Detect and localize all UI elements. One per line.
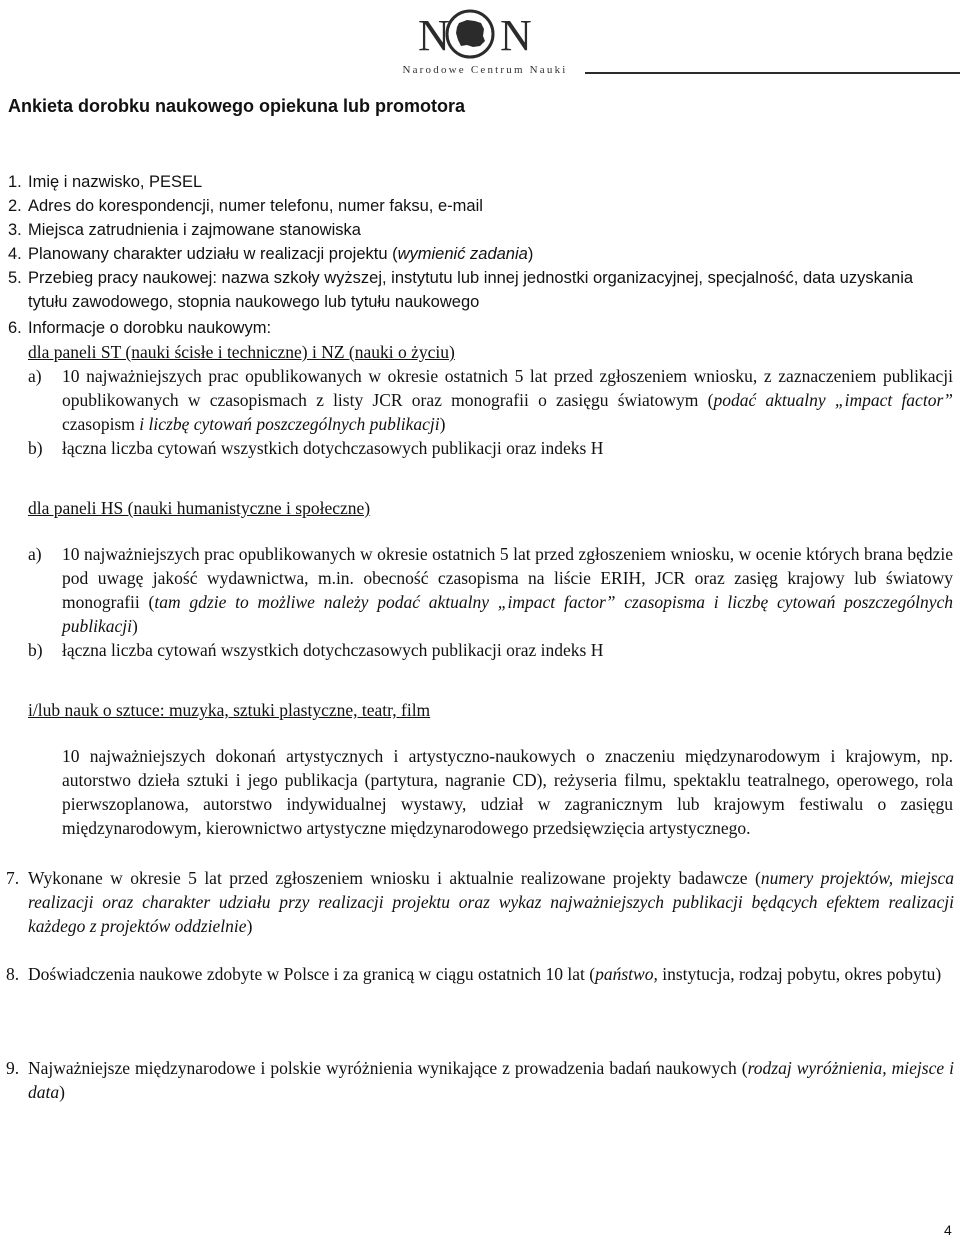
art-section [28,698,953,840]
item-9: 9. Najważniejsze międzynarodowe i polskie wyróżnienia wynikające z prowadzenia badań naukowych (rodzaj wyróżnienia, miejsce i data) [6,1058,954,1102]
hs-section [28,496,953,662]
page-header [0,0,960,82]
list-item: 4. Planowany charakter udziału w realizacji projektu (wymienić zadania) [8,245,534,263]
item-8: 8. Doświadczenia naukowe zdobyte w Polsce i za granicą w ciągu ostatnich 10 lat (państwo, instytucja, rodzaj pobytu, okres pobytu) [6,964,942,984]
logo-subtitle: Narodowe Centrum Nauki [402,64,568,76]
list-item: 3. Miejsca zatrudnienia i zajmowane stanowiska [8,221,361,239]
ncn-logo [392,6,580,78]
hs-heading: dla paneli HS (nauki humanistyczne i społeczne) [28,498,371,518]
poland-map-icon [445,9,495,59]
page-number: 4 [944,1222,952,1238]
item-6: 6. Informacje o dorobku naukowym: [8,319,272,337]
hs-a: a) 10 najważniejszych prac opublikowanych w okresie ostatnich 5 lat przed zgłoszeniem wniosku, w ocenie których brana będzie pod uwagę jakość wydawnictwa, m.in. obecność czasopisma na liście ERIH, JCR oraz zasięg krajowy lub światowy monografii (tam gdzie to możliwe należy podać aktualny „impact factor” czasopisma i liczbę cytowań poszczególnych publikacji) [28,544,954,636]
art-heading: i/lub nauk o sztuce: muzyka, sztuki plastyczne, teatr, film [28,700,431,720]
list-item: 1. Imię i nazwisko, PESEL [8,173,203,191]
st-a: a) 10 najważniejszych prac opublikowanych w okresie ostatnich 5 lat przed zgłoszeniem wniosku, z zaznaczeniem publikacji opublikowanych w czasopismach z listy JCR oraz monografii o zasięgu światowym (podać aktualny „impact factor” czasopism i liczbę cytowań poszczególnych publikacji) [28,366,953,434]
items-1-5 [8,170,953,314]
item-7: 7. Wykonane w okresie 5 lat przed zgłoszeniem wniosku i aktualnie realizowane projekty badawcze (numery projektów, miejsca realizacji oraz charakter udziału przy realizacji projektu oraz wykaz najważniejszych publikacji będących efektem realizacji każdego z projektów oddzielnie) [6,868,955,936]
document-title: Ankieta dorobku naukowego opiekuna lub promotora [8,96,466,116]
st-b: b) łączna liczba cytowań wszystkich dotychczasowych publikacji oraz indeks H [28,438,604,458]
logo-letter-n-right: N [500,11,533,60]
list-item: 5. Przebieg pracy naukowej: nazwa szkoły wyższej, instytutu lub innej jednostki organizacyjnej, specjalność, data uzyskania tytułu zawodowego, stopnia naukowego lub tytułu naukowego [8,269,914,311]
list-item: 2. Adres do korespondencji, numer telefonu, numer faksu, e-mail [8,197,483,215]
logo-letter-n-left: N [418,11,451,60]
hs-b: b) łączna liczba cytowań wszystkich dotychczasowych publikacji oraz indeks H [28,640,604,660]
st-heading: dla paneli ST (nauki ścisłe i techniczne) i NZ (nauki o życiu) [28,342,455,362]
header-rule [585,72,960,74]
art-text: 10 najważniejszych dokonań artystycznych i artystyczno-naukowych o znaczeniu międzynarodowym i krajowym, np. autorstwo dzieła sztuki i jego publikacja (partytura, nagranie CD), reżyseria filmu, spektaklu teatralnego, operowego, rola pierwszoplanowa, autorstwo indywidualnej wystawy, udział w zagranicznym lub krajowym festiwalu o zasięgu międzynarodowym, kierownictwo artystyczne międzynarodowego przedsięwzięcia artystycznego. [62,746,953,838]
st-section [28,340,953,460]
